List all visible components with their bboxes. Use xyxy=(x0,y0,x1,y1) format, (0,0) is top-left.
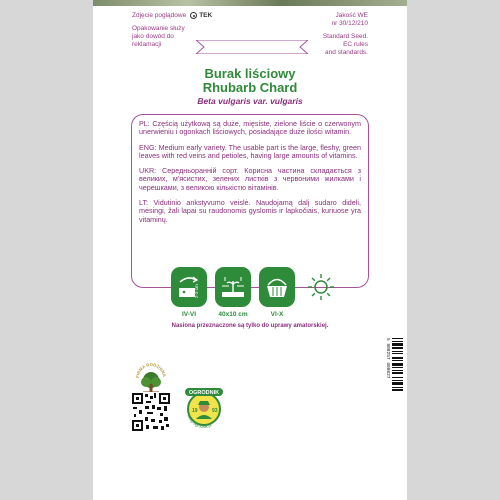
barcode-bar xyxy=(392,357,403,359)
ribbon-icon xyxy=(196,40,308,54)
barcode-number: 5 908257 400827 xyxy=(385,338,390,379)
standard-line-1: Standard Seed. xyxy=(322,33,368,40)
harvest-basket-icon xyxy=(262,272,292,302)
quality-line-1: Jakość WE xyxy=(335,12,368,19)
photo-label-row xyxy=(132,12,212,19)
barcode-bar xyxy=(392,360,403,361)
ribbon-decoration xyxy=(196,40,308,54)
barcode-bar xyxy=(392,370,403,371)
barcode-bar xyxy=(392,377,403,378)
ogrodnik-brand: OGRODNIK xyxy=(188,390,220,396)
standard-line-2: EC rules xyxy=(343,41,368,48)
barcode-bar xyxy=(392,387,403,388)
tek-icon xyxy=(190,12,197,19)
tek-badge xyxy=(190,12,212,19)
seed-packet xyxy=(93,0,407,500)
barcode-bar xyxy=(392,341,403,342)
ogrodnik-year-right: 93 xyxy=(212,408,218,414)
barcode-bar xyxy=(392,347,403,349)
description-ukr: UKR: Середньоранній сорт. Корисна частина складається з великих, м'ясистих, зелених листків з червоними жилками і черешками, з великою кількістю вітамінів. xyxy=(139,166,361,192)
barcode-bar xyxy=(392,338,403,339)
cultivation-labels xyxy=(171,311,295,318)
photo-label: Zdjęcie poglądowe xyxy=(132,12,187,19)
barcode-bar xyxy=(392,389,403,391)
family-company-tree-logo xyxy=(135,362,167,396)
ogrodnik-logo xyxy=(179,381,229,437)
harvest-tile xyxy=(259,267,295,307)
complaint-note: Opakowanie służy jako dowód do reklamacji xyxy=(132,25,185,48)
cultivation-icons xyxy=(171,267,339,307)
barcode-bar xyxy=(392,351,403,352)
barcode-bar xyxy=(392,363,403,366)
amateur-use-note: Nasiona przeznaczone są tylko do uprawy amatorskiej. xyxy=(171,323,329,329)
sowing-period: IV-VI xyxy=(181,311,197,318)
qr-code xyxy=(131,392,171,432)
product-name-pl: Burak liściowy xyxy=(204,66,296,81)
harvest-period: VI-X xyxy=(270,311,284,318)
product-photo-strip xyxy=(93,0,407,6)
description-lt: LT: Vidutinio ankstyvumo veislė. Naudojamą dalį sudaro dideli, mėsingi, žali lapai su raudonomis gyslomis ir lapkočiais, kuriuose yra vitaminų. xyxy=(139,198,361,224)
full-sun-icon xyxy=(305,271,337,303)
spacing-tile xyxy=(215,267,251,307)
barcode-bar xyxy=(392,343,403,346)
quality-line-2: nr 30/12/210 xyxy=(331,20,368,27)
plant-spacing: 40x10 cm xyxy=(218,311,248,318)
description-eng: ENG: Medium early variety. The usable part is the large, fleshy, green leaves with red veins and petioles, having large amounts of vitamins. xyxy=(139,142,361,160)
sowing-icon xyxy=(174,272,204,302)
ogrodnik-url: sklep-ogrodnik.pl xyxy=(186,413,213,430)
ogrodnik-year-left: 19 xyxy=(192,408,198,414)
barcode-bar xyxy=(392,353,403,354)
sowing-depth: 2-3 cm xyxy=(194,284,199,298)
sowing-tile xyxy=(171,267,207,307)
barcode-bar xyxy=(392,367,403,368)
barcode-bar xyxy=(392,382,403,385)
sun-tile xyxy=(303,267,339,307)
tree-logo-text: FIRMA RODZINNA xyxy=(135,362,167,379)
barcode-bar xyxy=(392,380,403,381)
tek-label: TEK xyxy=(199,12,213,19)
barcode-bar xyxy=(392,372,403,374)
plant-spacing-icon xyxy=(218,272,248,302)
description-box xyxy=(131,114,369,288)
standard-line-3: and standards. xyxy=(324,49,368,56)
latin-name: Beta vulgaris var. vulgaris xyxy=(197,96,303,106)
description-pl: PL: Częścią użytkową są duże, mięsiste, zielone liście o czerwonym unerwieniu i ogonkach liściowych, posiadające duże ilości witamin. xyxy=(139,119,361,137)
header-right xyxy=(298,12,368,57)
barcode xyxy=(384,336,404,418)
product-name-en: Rhubarb Chard xyxy=(202,80,298,95)
